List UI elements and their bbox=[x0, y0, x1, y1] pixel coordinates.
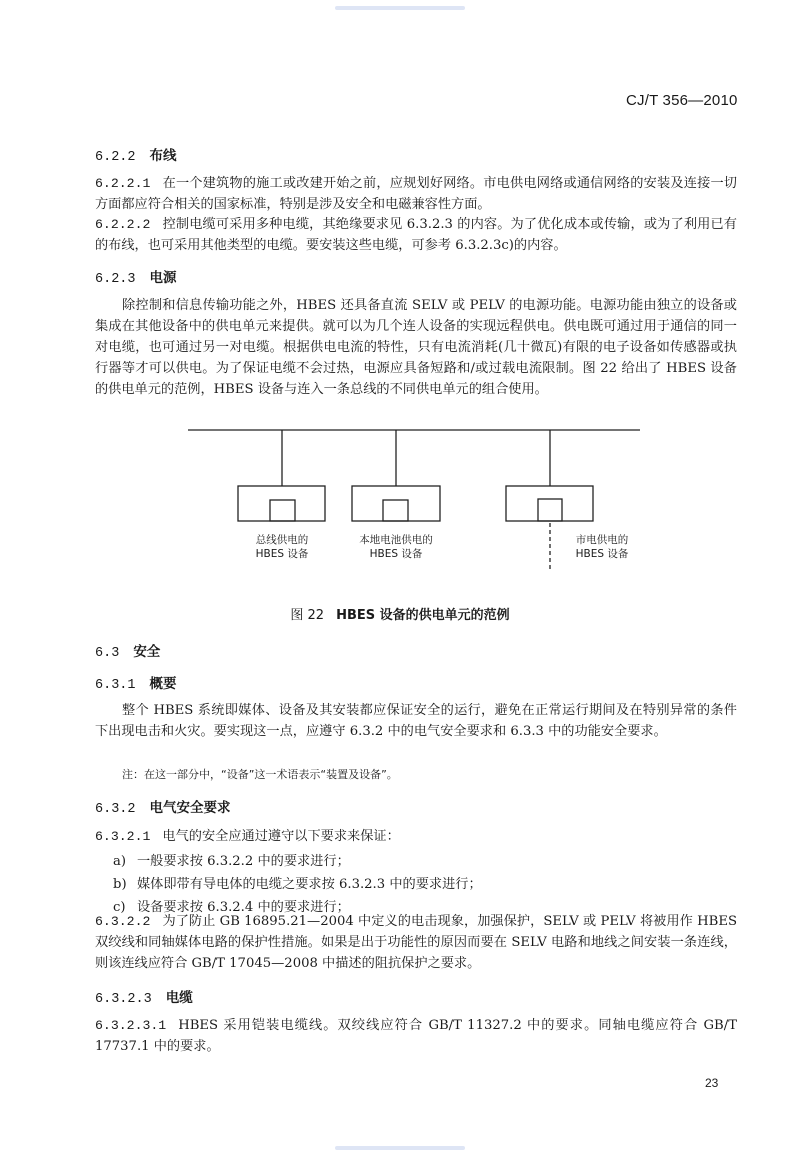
heading-6-3-1: 6.3.1 概要 bbox=[95, 676, 177, 693]
device-box-mains-powered bbox=[506, 486, 593, 521]
device-box-bus-powered bbox=[238, 486, 325, 521]
heading-6-2-2: 6.2.2 布线 bbox=[95, 148, 177, 165]
paragraph-6-2-2-1: 6.2.2.1 在一个建筑物的施工或改建开始之前，应规划好网络。市电供电网络或通信网络的安装及连接一切方面都应符合相关的国家标准，特别是涉及安全和电磁兼容性方面。 bbox=[95, 176, 737, 212]
watermark-bottom bbox=[335, 1146, 465, 1150]
paragraph-6-3-2-3-1: 6.3.2.3.1 HBES 采用铠装电缆线。双绞线应符合 GB/T 11327.2 中的要求。同轴电缆应符合 GB/T 17737.1 中的要求。 bbox=[95, 1018, 737, 1054]
paragraph-6-3-2-1: 6.3.2.1 电气的安全应通过遵守以下要求来保证： bbox=[95, 829, 400, 844]
watermark-top bbox=[335, 6, 465, 10]
note-6-3-1: 注：在这一部分中，“设备”这一术语表示“装置及设备”。 bbox=[122, 768, 398, 781]
power-unit-box-3 bbox=[538, 499, 562, 521]
heading-6-3-2: 6.3.2 电气安全要求 bbox=[95, 800, 231, 817]
figure-label-battery-powered: 本地电池供电的 HBES 设备 bbox=[359, 534, 433, 560]
paragraph-6-2-3-body: 除控制和信息传输功能之外，HBES 还具备直流 SELV 或 PELV 的电源功能。电源功能由独立的设备或集成在其他设备中的供电单元来提供。就可以为几个连人设备的实现远程供电。供电既可通过用于通信的同一对电缆，也可通过另一对电缆。根据供电电流的特性，只有电流消耗(几十微瓦)有限的电子设备如传感器或执行器等才可以供电。为了保证电缆不会过热，电源应具备短路和/或过载电流限制。图 22 给出了 HBES 设备的供电单元的范例，HBES 设备与连入一条总线的不同供电单元的组合使用。 bbox=[95, 298, 737, 397]
heading-6-3: 6.3 安全 bbox=[95, 644, 161, 661]
standard-code: CJ/T 356—2010 bbox=[626, 92, 738, 109]
paragraph-6-3-1-body: 整个 HBES 系统即媒体、设备及其安装都应保证安全的运行，避免在正常运行期间及在特别异常的条件下出现电击和火灾。要实现这一点，应遵守 6.3.2 中的电气安全要求和 6.3.3 中的功能安全要求。 bbox=[95, 703, 737, 739]
figure-caption: 图 22 HBES 设备的供电单元的范例 bbox=[290, 608, 510, 623]
paragraph-6-3-2-2: 6.3.2.2 为了防止 GB 16895.21—2004 中定义的电击现象，加强保护，SELV 或 PELV 将被用作 HBES 双绞线和同轴媒体电路的保护性措施。如果是出于功能性的原因而要在 SELV 电路和地线之间安装一条连线，则该连线应符合 GB/T 17045—2008 中描述的阻抗保护之要求。 bbox=[95, 914, 737, 971]
device-box-battery-powered bbox=[352, 486, 440, 521]
page-number: 23 bbox=[705, 1076, 719, 1090]
list-item-c: c) 设备要求按 6.3.2.4 中的要求进行； bbox=[113, 900, 350, 915]
power-unit-box-1 bbox=[270, 500, 295, 521]
list-item-b: b) 媒体即带有导电体的电缆之要求按 6.3.2.3 中的要求进行； bbox=[113, 877, 482, 892]
power-unit-box-2 bbox=[383, 500, 408, 521]
figure-label-mains-powered: 市电供电的 HBES 设备 bbox=[575, 534, 629, 560]
heading-6-2-3: 6.2.3 电源 bbox=[95, 270, 177, 287]
list-item-a: a) 一般要求按 6.3.2.2 中的要求进行； bbox=[113, 854, 350, 869]
paragraph-6-2-2-2: 6.2.2.2 控制电缆可采用多种电缆，其绝缘要求见 6.3.2.3 的内容。为了优化成本或传输，或为了利用已有的布线，也可采用其他类型的电缆。要安装这些电缆，可参考 6.3.2.3c)的内容。 bbox=[95, 217, 737, 253]
figure-label-bus-powered: 总线供电的 HBES 设备 bbox=[255, 534, 309, 560]
heading-6-3-2-3: 6.3.2.3 电缆 bbox=[95, 990, 193, 1007]
